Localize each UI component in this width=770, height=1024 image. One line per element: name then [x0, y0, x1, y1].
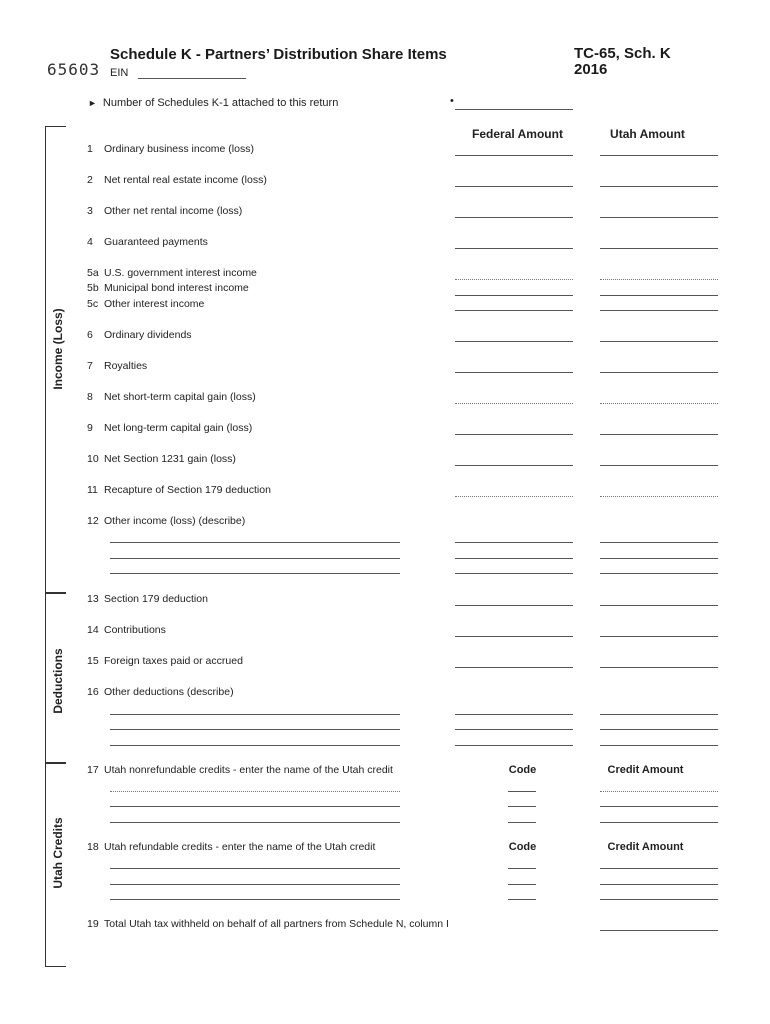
line-1-utah-field[interactable] [600, 155, 718, 156]
line-16 [87, 686, 234, 698]
line-5c-federal-field[interactable] [455, 310, 573, 311]
line-12-federal-field[interactable] [455, 558, 573, 559]
line-10-federal-field[interactable] [455, 465, 573, 466]
line-number: 14 [87, 624, 99, 636]
line-17-code-field[interactable] [508, 822, 536, 823]
line-6-federal-field[interactable] [455, 341, 573, 342]
line-14-utah-field[interactable] [600, 636, 718, 637]
line-18-amount-field[interactable] [600, 884, 718, 885]
line-5a-utah-field[interactable] [600, 279, 718, 280]
line-14-federal-field[interactable] [455, 636, 573, 637]
line-12-description-field[interactable] [110, 542, 400, 543]
line-number: 7 [87, 360, 93, 372]
line-18-credit-name-field[interactable] [110, 899, 400, 900]
line-1 [87, 143, 254, 155]
line-17-credit-name-field[interactable] [110, 822, 400, 823]
line-16-utah-field[interactable] [600, 714, 718, 715]
line-9-federal-field[interactable] [455, 434, 573, 435]
line-19-amount-field[interactable] [600, 930, 718, 931]
line-number: 19 [87, 918, 99, 930]
line-number: 3 [87, 205, 93, 217]
form-id [574, 46, 671, 78]
line-19 [87, 918, 449, 930]
form-code: 65603 [47, 60, 101, 79]
line-18-code-field[interactable] [508, 868, 536, 869]
line-16-federal-field[interactable] [455, 745, 573, 746]
line-number: 1 [87, 143, 93, 155]
line-3-utah-field[interactable] [600, 217, 718, 218]
line-18-amount-field[interactable] [600, 868, 718, 869]
line-8-utah-field[interactable] [600, 403, 718, 404]
line-number: 17 [87, 764, 99, 776]
line-18-code-field[interactable] [508, 884, 536, 885]
line-number: 5c [87, 298, 99, 310]
form-number: TC-65, Sch. K [574, 45, 671, 62]
line-18 [87, 841, 375, 853]
deductions-section-label: Deductions [51, 648, 65, 714]
line-18-credit-name-field[interactable] [110, 884, 400, 885]
line-5b [87, 282, 249, 294]
line-6-utah-field[interactable] [600, 341, 718, 342]
line-16-description-field[interactable] [110, 714, 400, 715]
utah-amount-header: Utah Amount [610, 127, 685, 141]
line-17-amount-field[interactable] [600, 791, 718, 792]
line-4-utah-field[interactable] [600, 248, 718, 249]
line-9-utah-field[interactable] [600, 434, 718, 435]
line-8-federal-field[interactable] [455, 403, 573, 404]
line-number: 12 [87, 515, 99, 527]
line-13-utah-field[interactable] [600, 605, 718, 606]
line-11-utah-field[interactable] [600, 496, 718, 497]
line-number: 6 [87, 329, 93, 341]
line-18-amount-field[interactable] [600, 899, 718, 900]
line-label: Ordinary business income (loss) [104, 143, 254, 155]
line-12-utah-field[interactable] [600, 542, 718, 543]
arrow-right-icon: ► [88, 98, 97, 108]
line-number: 13 [87, 593, 99, 605]
bullet-icon: • [450, 95, 454, 107]
line-12 [87, 515, 245, 527]
credits-section-label: Utah Credits [51, 817, 65, 889]
form-year: 2016 [574, 61, 608, 78]
line-label: Net short-term capital gain (loss) [104, 391, 256, 403]
line-label: Other deductions (describe) [104, 686, 234, 698]
line-8 [87, 391, 256, 403]
line-4 [87, 236, 208, 248]
line-label: Contributions [104, 624, 166, 636]
line-13-federal-field[interactable] [455, 605, 573, 606]
line-16-description-field[interactable] [110, 729, 400, 730]
line-12-federal-field[interactable] [455, 542, 573, 543]
line-6 [87, 329, 192, 341]
line-14 [87, 624, 166, 636]
line-15-utah-field[interactable] [600, 667, 718, 668]
line-11-federal-field[interactable] [455, 496, 573, 497]
line-16-description-field[interactable] [110, 745, 400, 746]
form-title: Schedule K - Partners’ Distribution Share Items [110, 46, 447, 63]
line-number: 2 [87, 174, 93, 186]
line-number: 11 [87, 484, 98, 496]
line-label: Net Section 1231 gain (loss) [104, 453, 236, 465]
line-label: Net long-term capital gain (loss) [104, 422, 253, 434]
line-number: 16 [87, 686, 99, 698]
line-16-utah-field[interactable] [600, 729, 718, 730]
line-16-utah-field[interactable] [600, 745, 718, 746]
line-15 [87, 655, 243, 667]
line-7 [87, 360, 147, 372]
line-5b-federal-field[interactable] [455, 295, 573, 296]
ein-label: EIN [110, 67, 129, 79]
line-label: Other net rental income (loss) [104, 205, 243, 217]
line-label: Utah refundable credits - enter the name of the Utah credit [104, 841, 376, 853]
line-10-utah-field[interactable] [600, 465, 718, 466]
line-number: 18 [87, 841, 99, 853]
code-header: Code [508, 841, 537, 853]
line-12-utah-field[interactable] [600, 558, 718, 559]
line-17-amount-field[interactable] [600, 822, 718, 823]
line-17-code-field[interactable] [508, 791, 536, 792]
line-label: Recapture of Section 179 deduction [104, 484, 271, 496]
line-5a-federal-field[interactable] [455, 279, 573, 280]
line-label: Royalties [104, 360, 148, 372]
line-5c [87, 298, 204, 310]
line-12-description-field[interactable] [110, 573, 400, 574]
line-label: Other income (loss) (describe) [104, 515, 246, 527]
line-label: Section 179 deduction [104, 593, 208, 605]
line-11 [87, 484, 271, 496]
line-13 [87, 593, 208, 605]
line-label: Utah nonrefundable credits - enter the name of the Utah credit [104, 764, 393, 776]
line-number: 5a [87, 267, 99, 279]
line-2 [87, 174, 267, 186]
line-number: 10 [87, 453, 99, 465]
line-label: Municipal bond interest income [104, 282, 249, 294]
line-5b-utah-field[interactable] [600, 295, 718, 296]
credit-amount-header: Credit Amount [607, 764, 684, 776]
line-1-federal-field[interactable] [455, 155, 573, 156]
credit-amount-header: Credit Amount [607, 841, 684, 853]
line-16-federal-field[interactable] [455, 729, 573, 730]
line-number: 5b [87, 282, 99, 294]
line-17-credit-name-field[interactable] [110, 806, 400, 807]
ein-field[interactable] [138, 78, 246, 79]
line-3-federal-field[interactable] [455, 217, 573, 218]
line-9 [87, 422, 252, 434]
line-18-code-field[interactable] [508, 899, 536, 900]
line-16-federal-field[interactable] [455, 714, 573, 715]
line-12-description-field[interactable] [110, 558, 400, 559]
line-18-credit-name-field[interactable] [110, 868, 400, 869]
line-label: Foreign taxes paid or accrued [104, 655, 243, 667]
line-17-code-field[interactable] [508, 806, 536, 807]
line-label: Other interest income [104, 298, 205, 310]
line-label: Ordinary dividends [104, 329, 192, 341]
line-number: 9 [87, 422, 93, 434]
k1-count-field[interactable] [455, 109, 573, 110]
income-section-label: Income (Loss) [51, 308, 65, 390]
line-number: 4 [87, 236, 93, 248]
line-3 [87, 205, 242, 217]
line-7-federal-field[interactable] [455, 372, 573, 373]
line-17-amount-field[interactable] [600, 806, 718, 807]
line-17 [87, 764, 393, 776]
line-label: Total Utah tax withheld on behalf of all partners from Schedule N, column I [104, 918, 449, 930]
k1-count-text: Number of Schedules K-1 attached to this return [102, 97, 339, 109]
line-number: 8 [87, 391, 93, 403]
line-12-federal-field[interactable] [455, 573, 573, 574]
line-15-federal-field[interactable] [455, 667, 573, 668]
line-label: U.S. government interest income [104, 267, 257, 279]
line-12-utah-field[interactable] [600, 573, 718, 574]
line-4-federal-field[interactable] [455, 248, 573, 249]
line-5a [87, 267, 257, 279]
line-label: Net rental real estate income (loss) [104, 174, 267, 186]
line-number: 15 [87, 655, 99, 667]
line-17-credit-name-field[interactable] [110, 791, 400, 792]
line-2-federal-field[interactable] [455, 186, 573, 187]
line-5c-utah-field[interactable] [600, 310, 718, 311]
line-7-utah-field[interactable] [600, 372, 718, 373]
line-2-utah-field[interactable] [600, 186, 718, 187]
k1-count-label [88, 97, 338, 109]
federal-amount-header: Federal Amount [472, 127, 563, 141]
line-label: Guaranteed payments [104, 236, 208, 248]
code-header: Code [508, 764, 537, 776]
line-10 [87, 453, 236, 465]
